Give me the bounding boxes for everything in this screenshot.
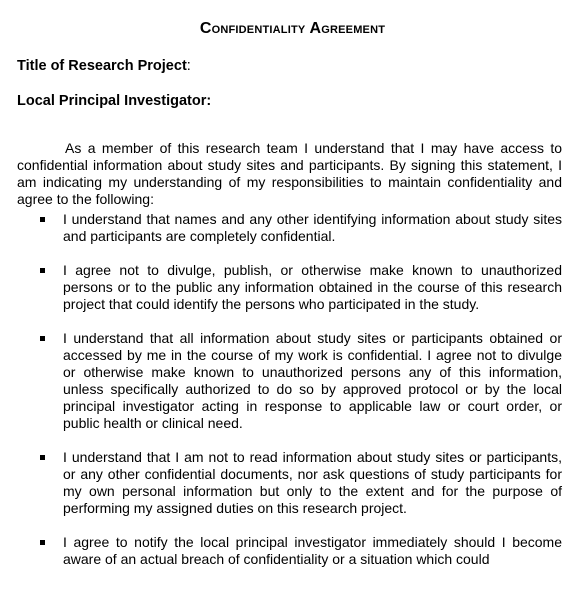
square-bullet-icon [40, 336, 45, 341]
agreement-bullet-5 [0, 534, 585, 568]
agreement-bullet-2 [0, 262, 585, 313]
agreement-bullet-list [0, 211, 585, 585]
bullet-text: I understand that all information about study sites or participants obtained or accessed by me in the course of my work is confidential. I agree not to divulge or otherwise make known to unauthorized persons any of this information, unless specifically authorized to do so by approved protocol or by the local principal investigator acting in response to applicable law or court order, or public health or clinical need. [63, 330, 562, 431]
agreement-bullet-4 [0, 449, 585, 517]
document-title: Confidentiality Agreement [199, 20, 386, 37]
bullet-text: I understand that I am not to read information about study sites or participants, or any other confidential documents, nor ask questions of study participants for my own personal information but only to the extent and for the purpose of performing my assigned duties on this research project. [63, 449, 562, 516]
square-bullet-icon [40, 455, 45, 460]
square-bullet-icon [40, 540, 45, 545]
research-project-title-colon: : [186, 58, 191, 74]
research-project-title-label: Title of Research Project [17, 58, 187, 74]
bullet-text: I agree not to divulge, publish, or otherwise make known to unauthorized persons or to the public any information obtained in the course of this research project that could identify the persons who participated in the study. [63, 262, 562, 312]
bullet-text: I understand that names and any other identifying information about study sites and participants are completely confidential. [63, 211, 562, 244]
agreement-bullet-1 [0, 211, 585, 245]
principal-investigator-field [17, 92, 211, 110]
square-bullet-icon [40, 268, 45, 273]
intro-paragraph: As a member of this research team I understand that I may have access to confidential information about study sites and participants. By signing this statement, I am indicating my understanding of my responsibilities to maintain confidentiality and agree to the following: [17, 140, 562, 207]
agreement-bullet-3 [0, 330, 585, 432]
research-project-title-field [17, 57, 191, 75]
principal-investigator-label: Local Principal Investigator: [17, 93, 212, 109]
bullet-text: I agree to notify the local principal investigator immediately should I become aware of an actual breach of confidentiality or a situation which could [63, 534, 562, 567]
square-bullet-icon [40, 217, 45, 222]
